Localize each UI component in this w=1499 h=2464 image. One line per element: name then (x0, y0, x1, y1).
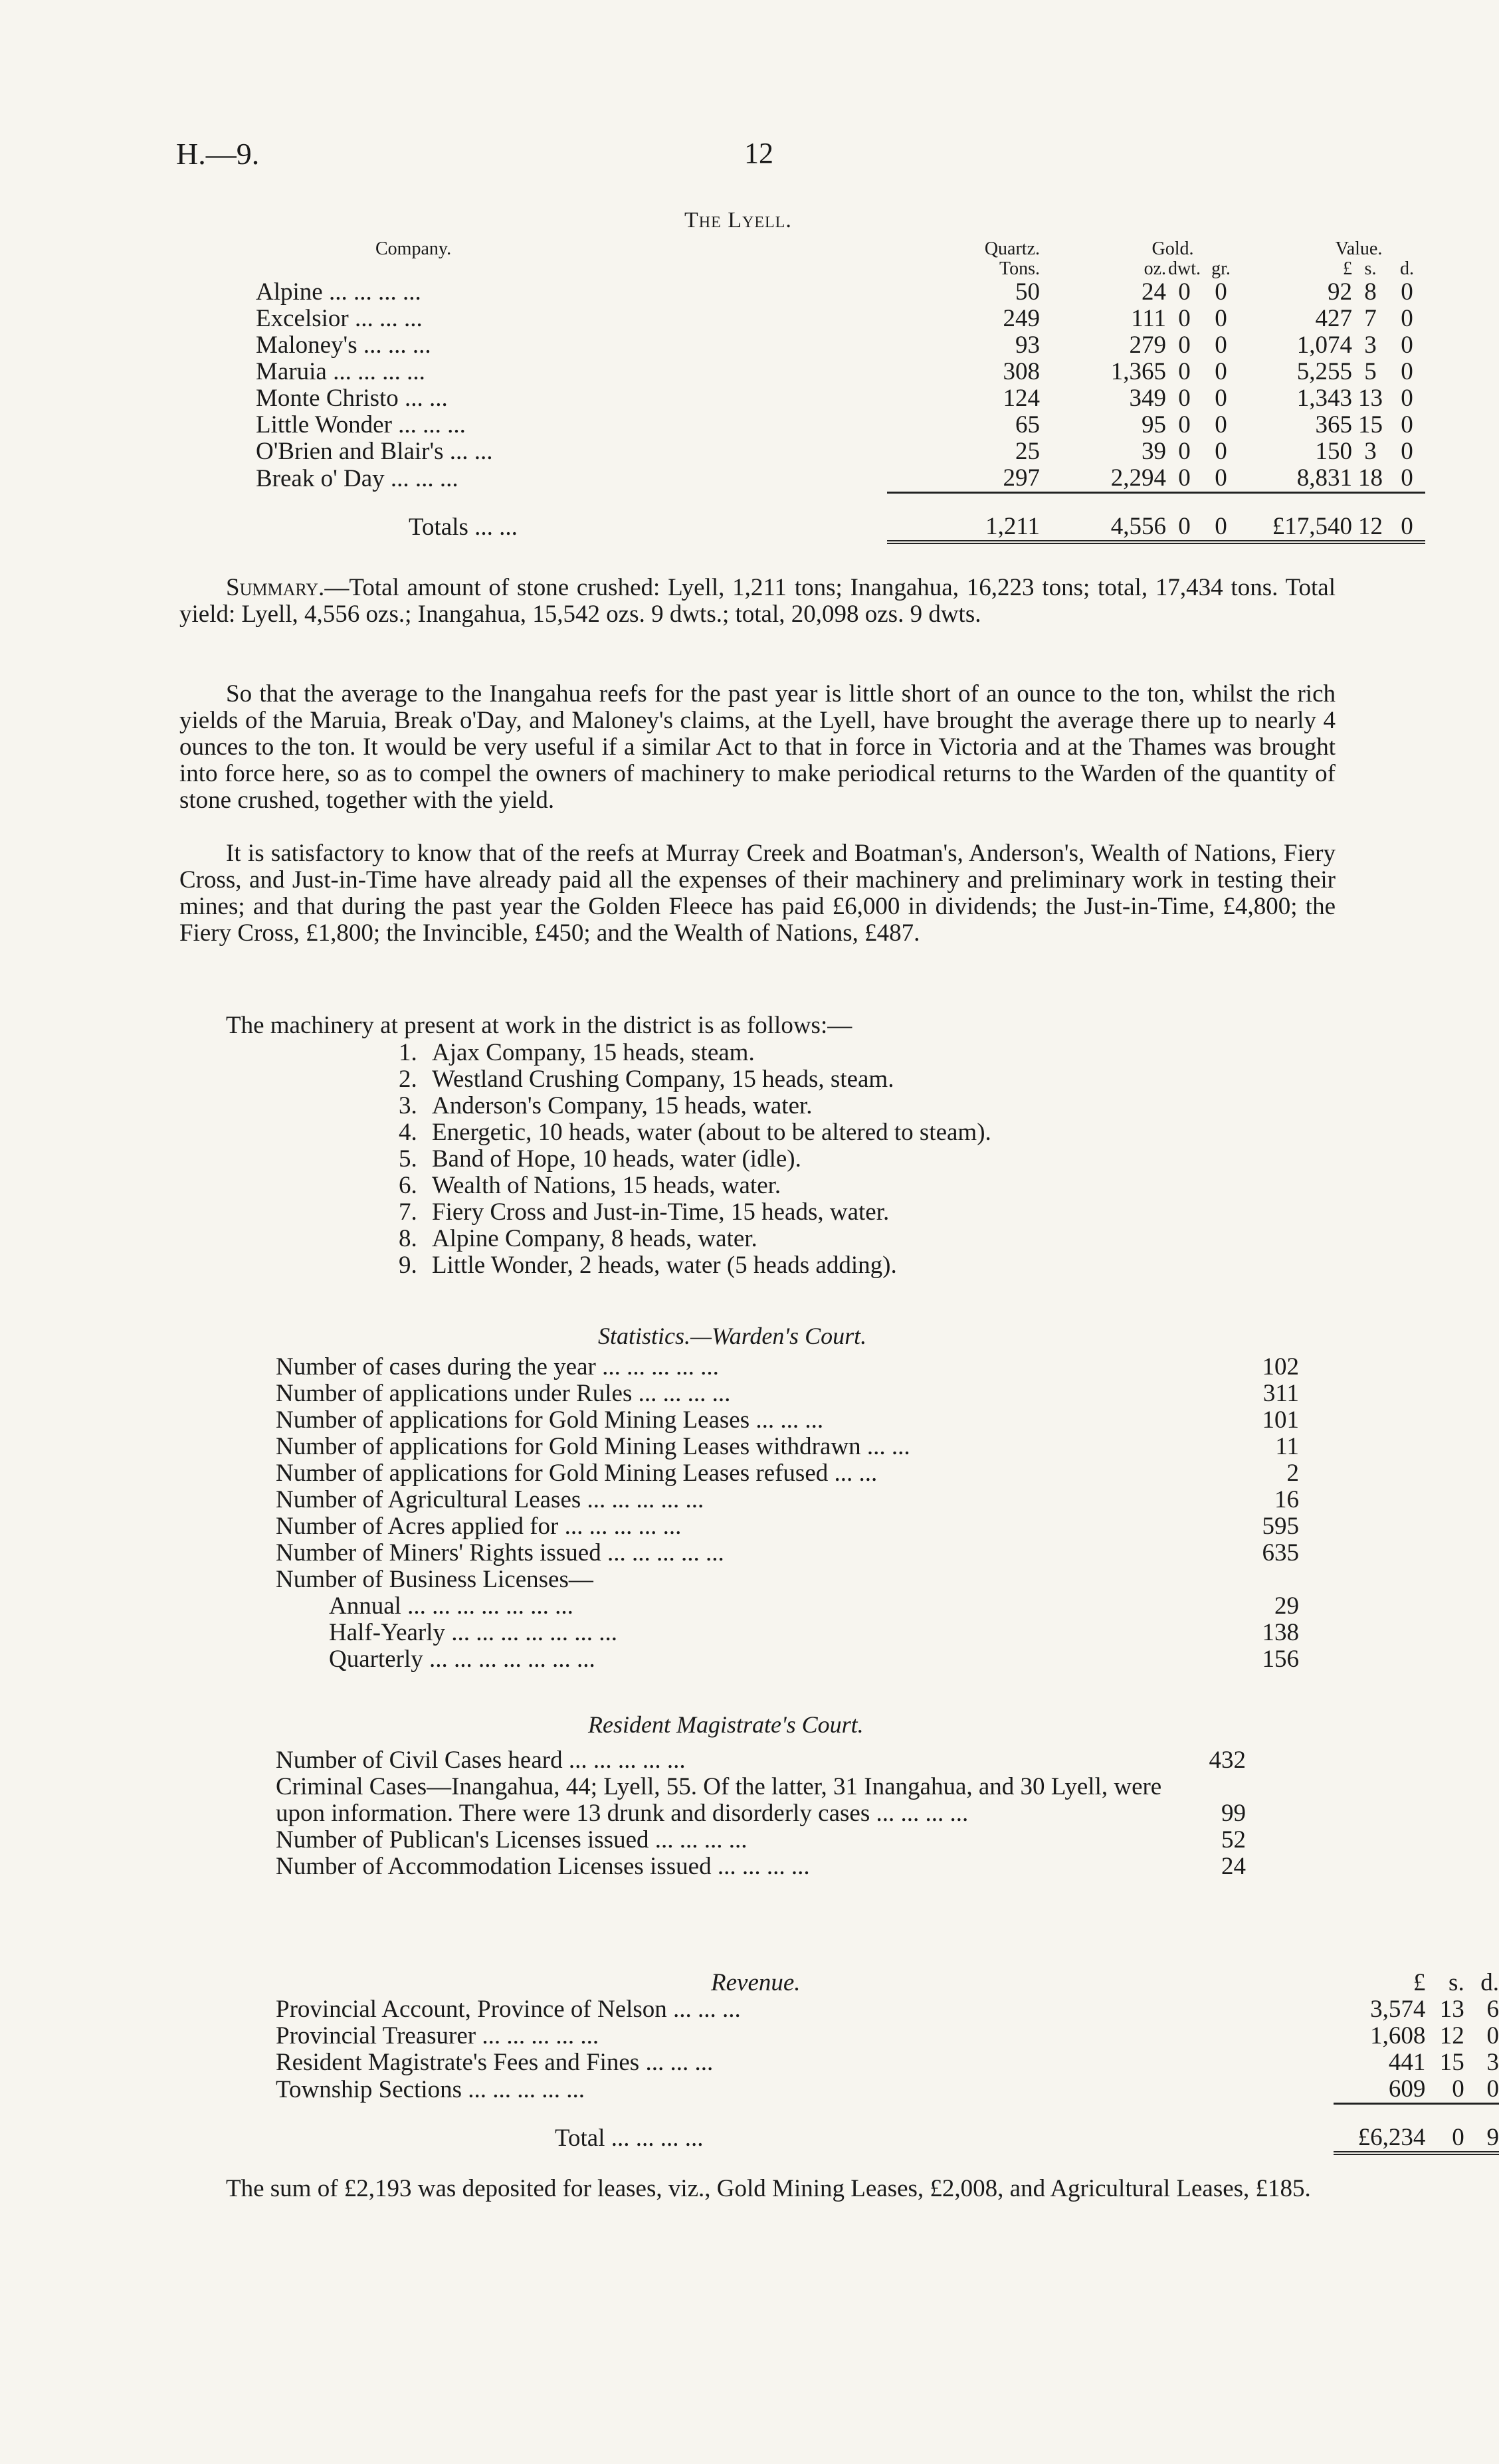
gold-oz: 1,365 (1110, 358, 1166, 385)
table-row (276, 1407, 1299, 1434)
stat-value: 156 (1262, 1646, 1299, 1673)
list-item (399, 1173, 991, 1199)
revenue-label: Township Sections ... ... ... ... ... (276, 2075, 585, 2103)
stat-value: 11 (1275, 1433, 1299, 1460)
list-item-number: 1. (399, 1039, 417, 1066)
stat-label: Number of Publican's Licenses issued ... ... ... ... (276, 1826, 748, 1853)
revenue-pence: 0 (1486, 2022, 1499, 2049)
table-row (276, 1827, 1246, 1853)
stat-value: 138 (1262, 1619, 1299, 1646)
col-gold-header: Gold. (1151, 238, 1194, 259)
list-item-number: 8. (399, 1225, 417, 1252)
value-shillings: 15 (1358, 411, 1383, 438)
table-row (276, 1593, 1299, 1620)
gold-gr: 0 (1215, 332, 1227, 359)
gold-oz: 24 (1142, 278, 1166, 306)
table-row (276, 2049, 1499, 2076)
stat-label: Number of applications for Gold Mining Leases withdrawn ... ... (276, 1433, 910, 1460)
gold-dwt: 0 (1178, 438, 1191, 465)
table-row (276, 1774, 1246, 1827)
revenue-pence: 6 (1486, 1996, 1499, 2023)
quartz-tons: 65 (1015, 411, 1040, 438)
stat-label: Number of applications under Rules ... ... ... ... (276, 1380, 731, 1407)
revenue-total-row (276, 2104, 1499, 2154)
list-item (399, 1146, 991, 1173)
company-name: O'Brien and Blair's ... ... (256, 438, 493, 465)
revenue-table (276, 1970, 1499, 2155)
table-row (256, 306, 1425, 332)
summary-paragraph (179, 575, 1336, 628)
average-paragraph: So that the average to the Inangahua reefs for the past year is little short of an ounce to the ton, whilst the rich yields of the Maruia, Break o'Day, and Maloney's claims, at the Lyell, have brought the average there up to nearly 4 ounces to the ton. It would be very useful if a similar Act to that in force in Victoria and at the Thames was brought into force here, so as to compel the owners of machinery to make periodical returns to the Warden of the quantity of stone crushed, together with the yield. (179, 680, 1336, 814)
table-row (276, 1747, 1246, 1774)
revenue-shillings: 0 (1452, 2075, 1464, 2103)
col-tons-header: Tons. (999, 258, 1040, 279)
totals-d: 0 (1389, 493, 1425, 543)
lyell-quartz-table (256, 239, 1425, 544)
col-d-header: d. (1400, 258, 1414, 279)
stat-label: Number of Civil Cases heard ... ... ... ... ... (276, 1747, 686, 1774)
list-item-number: 4. (399, 1119, 417, 1146)
value-pounds: 365 (1315, 411, 1352, 438)
stat-label: Half-Yearly ... ... ... ... ... ... ... (329, 1619, 618, 1646)
table-row (276, 2023, 1499, 2049)
table-row (276, 1487, 1299, 1513)
gold-oz: 349 (1129, 385, 1166, 412)
gold-gr: 0 (1215, 464, 1227, 492)
stat-value: 101 (1262, 1406, 1299, 1434)
revenue-header-row (276, 1970, 1499, 1996)
revenue-total-s: 0 (1425, 2104, 1464, 2154)
value-pence: 0 (1401, 385, 1413, 412)
list-item-text: Anderson's Company, 15 heads, water. (432, 1092, 813, 1119)
table-row (256, 412, 1425, 438)
revenue-shillings: 15 (1439, 2049, 1464, 2076)
table-row (276, 1853, 1246, 1880)
revenue-pounds: 3,574 (1370, 1996, 1426, 2023)
value-pence: 0 (1401, 464, 1413, 492)
table-row (276, 1513, 1299, 1540)
revenue-s-header: s. (1449, 1969, 1464, 1996)
value-pounds: 1,074 (1296, 332, 1352, 359)
revenue-pence: 3 (1486, 2049, 1499, 2076)
value-pence: 0 (1401, 305, 1413, 332)
table-row (256, 332, 1425, 359)
value-pence: 0 (1401, 438, 1413, 465)
table-row (256, 279, 1425, 306)
lyell-section-title: The Lyell. (684, 208, 792, 233)
table-row (276, 1460, 1299, 1487)
stat-label: Number of Miners' Rights issued ... ... ... ... ... (276, 1539, 724, 1566)
table-row (276, 1380, 1299, 1407)
lyell-header-row-1 (256, 239, 1425, 259)
list-item-number: 9. (399, 1252, 417, 1279)
value-pounds: 8,831 (1296, 464, 1352, 492)
value-pounds: 150 (1315, 438, 1352, 465)
value-shillings: 3 (1364, 332, 1377, 359)
stat-value: 635 (1262, 1539, 1299, 1566)
list-item (399, 1066, 991, 1093)
value-shillings: 3 (1364, 438, 1377, 465)
quartz-tons: 25 (1015, 438, 1040, 465)
revenue-label: Provincial Account, Province of Nelson ... ... ... (276, 1996, 741, 2023)
gold-oz: 2,294 (1110, 464, 1166, 492)
quartz-tons: 124 (1003, 385, 1040, 412)
gold-gr: 0 (1215, 385, 1227, 412)
stat-value: 595 (1262, 1513, 1299, 1540)
table-row (256, 359, 1425, 385)
stat-label: Number of Agricultural Leases ... ... ... ... ... (276, 1486, 704, 1513)
revenue-pounds: 441 (1388, 2049, 1426, 2076)
gold-oz: 111 (1131, 305, 1166, 332)
company-name: Alpine ... ... ... ... (256, 278, 421, 306)
table-row (276, 1354, 1299, 1380)
value-pounds: 427 (1315, 305, 1352, 332)
machinery-intro: The machinery at present at work in the district is as follows:— (226, 1012, 852, 1039)
magistrate-court-table (276, 1747, 1246, 1880)
value-pence: 0 (1401, 278, 1413, 306)
value-pounds: 5,255 (1296, 358, 1352, 385)
value-pence: 0 (1401, 358, 1413, 385)
value-shillings: 13 (1358, 385, 1383, 412)
quartz-tons: 297 (1003, 464, 1040, 492)
company-name: Maloney's ... ... ... (256, 332, 431, 359)
list-item-number: 5. (399, 1145, 417, 1173)
quartz-tons: 93 (1015, 332, 1040, 359)
stat-value: 311 (1262, 1380, 1299, 1407)
list-item (399, 1093, 991, 1119)
gold-dwt: 0 (1178, 278, 1191, 306)
list-item-text: Alpine Company, 8 heads, water. (432, 1225, 757, 1252)
revenue-label: Resident Magistrate's Fees and Fines ... ... ... (276, 2049, 714, 2076)
value-pence: 0 (1401, 332, 1413, 359)
gold-dwt: 0 (1178, 305, 1191, 332)
list-item-number: 7. (399, 1198, 417, 1226)
company-name: Maruia ... ... ... ... (256, 358, 425, 385)
document-reference: H.—9. (176, 137, 260, 171)
revenue-shillings: 12 (1439, 2022, 1464, 2049)
list-item (399, 1252, 991, 1279)
quartz-tons: 308 (1003, 358, 1040, 385)
closing-paragraph: The sum of £2,193 was deposited for leases, viz., Gold Mining Leases, £2,008, and Agricultural Leases, £185. (226, 2175, 1311, 2202)
stat-label: Number of applications for Gold Mining Leases ... ... ... (276, 1406, 824, 1434)
revenue-label: Provincial Treasurer ... ... ... ... ... (276, 2022, 599, 2049)
revenue-pound-header: £ (1413, 1969, 1426, 1996)
stat-value: 24 (1221, 1853, 1246, 1880)
stat-value: 29 (1274, 1592, 1299, 1620)
col-s-header: s. (1364, 258, 1377, 279)
table-row (276, 1434, 1299, 1460)
list-item-text: Energetic, 10 heads, water (about to be altered to steam). (432, 1119, 991, 1146)
value-pence: 0 (1401, 411, 1413, 438)
stat-value: 99 (1221, 1800, 1246, 1827)
value-shillings: 8 (1364, 278, 1377, 306)
table-row (256, 465, 1425, 493)
stat-value: 2 (1286, 1460, 1299, 1487)
stat-label: Number of Acres applied for ... ... ... ... ... (276, 1513, 682, 1540)
machinery-list (399, 1040, 991, 1279)
totals-s: 12 (1352, 493, 1389, 543)
wardens-court-table (276, 1354, 1299, 1673)
list-item (399, 1226, 991, 1252)
list-item-number: 2. (399, 1066, 417, 1093)
gold-oz: 39 (1142, 438, 1166, 465)
value-shillings: 18 (1358, 464, 1383, 492)
gold-dwt: 0 (1178, 464, 1191, 492)
table-row (276, 1540, 1299, 1566)
company-name: Little Wonder ... ... ... (256, 411, 466, 438)
col-pound-header: £ (1343, 258, 1352, 279)
col-gr-header: gr. (1211, 258, 1231, 279)
magistrate-court-title: Resident Magistrate's Court. (588, 1711, 864, 1738)
totals-tons: 1,211 (887, 493, 1066, 543)
col-company-header: Company. (375, 238, 452, 259)
list-item (399, 1199, 991, 1226)
col-value-header: Value. (1335, 238, 1383, 259)
revenue-pounds: 1,608 (1370, 2022, 1426, 2049)
col-dwt-header: dwt. (1168, 258, 1201, 279)
list-item (399, 1040, 991, 1066)
table-row (276, 1996, 1499, 2023)
revenue-total-pound: £6,234 (1334, 2104, 1425, 2154)
list-item-text: Band of Hope, 10 heads, water (idle). (432, 1145, 801, 1173)
table-row (276, 1646, 1299, 1673)
revenue-shillings: 13 (1439, 1996, 1464, 2023)
stat-label: Number of cases during the year ... ... ... ... ... (276, 1353, 719, 1380)
value-shillings: 7 (1364, 305, 1377, 332)
wardens-court-title: Statistics.—Warden's Court. (598, 1323, 867, 1349)
gold-gr: 0 (1215, 305, 1227, 332)
table-row (276, 2076, 1499, 2104)
value-pounds: 1,343 (1296, 385, 1352, 412)
list-item-number: 3. (399, 1092, 417, 1119)
lyell-header-row-2 (256, 259, 1425, 279)
quartz-tons: 249 (1003, 305, 1040, 332)
stat-label: Quarterly ... ... ... ... ... ... ... (329, 1646, 595, 1673)
list-item-text: Westland Crushing Company, 15 heads, steam. (432, 1066, 894, 1093)
company-name: Excelsior ... ... ... (256, 305, 423, 332)
gold-dwt: 0 (1178, 332, 1191, 359)
gold-oz: 279 (1129, 332, 1166, 359)
revenue-pence: 0 (1486, 2075, 1499, 2103)
gold-gr: 0 (1215, 411, 1227, 438)
gold-gr: 0 (1215, 358, 1227, 385)
dividends-paragraph: It is satisfactory to know that of the reefs at Murray Creek and Boatman's, Anderson's, Wealth of Nations, Fiery Cross, and Just-in-Time have already paid all the expenses of their machinery and preliminary work in testing their mines; and that during the past year the Golden Fleece has paid £6,000 in dividends; the Just-in-Time, £4,800; the Fiery Cross, £1,800; the Invincible, £450; and the Wealth of Nations, £487. (179, 840, 1336, 947)
company-name: Break o' Day ... ... ... (256, 464, 458, 492)
summary-text: —Total amount of stone crushed: Lyell, 1,211 tons; Inangahua, 16,223 tons; total, 17,434 tons. Total yield: Lyell, 4,556 ozs.; Inangahua, 15,542 ozs. 9 dwts.; total, 20,098 ozs. 9 dwts. (179, 574, 1336, 628)
list-item-text: Little Wonder, 2 heads, water (5 heads adding). (432, 1252, 897, 1279)
totals-row (256, 493, 1425, 543)
table-row (256, 385, 1425, 412)
revenue-pounds: 609 (1388, 2075, 1426, 2103)
totals-oz: 4,556 (1066, 493, 1166, 543)
revenue-total-label: Total ... ... ... ... (555, 2124, 704, 2152)
list-item-number: 6. (399, 1172, 417, 1199)
stat-value (1219, 1566, 1299, 1593)
list-item-text: Ajax Company, 15 heads, steam. (432, 1039, 755, 1066)
page-number: 12 (744, 137, 773, 169)
stat-label: Number of Business Licenses— (276, 1566, 593, 1593)
quartz-tons: 50 (1015, 278, 1040, 306)
gold-dwt: 0 (1178, 411, 1191, 438)
totals-pound: £17,540 (1239, 493, 1352, 543)
col-quartz-header: Quartz. (984, 238, 1040, 259)
stat-value: 102 (1262, 1353, 1299, 1380)
stat-value: 432 (1209, 1747, 1246, 1774)
gold-oz: 95 (1142, 411, 1166, 438)
revenue-title: Revenue. (711, 1969, 801, 1996)
company-name: Monte Christo ... ... (256, 385, 448, 412)
stat-label: Criminal Cases—Inangahua, 44; Lyell, 55. Of the latter, 31 Inangahua, and 30 Lyell, were upon information. There were 13 drunk and disorderly cases ... ... ... ... (276, 1773, 1162, 1827)
value-shillings: 5 (1364, 358, 1377, 385)
list-item (399, 1119, 991, 1146)
gold-gr: 0 (1215, 438, 1227, 465)
totals-gr: 0 (1203, 493, 1239, 543)
revenue-d-header: d. (1480, 1969, 1499, 1996)
col-oz-header: oz. (1144, 258, 1166, 279)
stat-label: Number of Accommodation Licenses issued ... ... ... ... (276, 1853, 810, 1880)
totals-label: Totals ... ... (409, 513, 518, 541)
stat-label: Annual ... ... ... ... ... ... ... (329, 1592, 573, 1620)
stat-label: Number of applications for Gold Mining Leases refused ... ... (276, 1460, 878, 1487)
summary-lead: Summary. (226, 574, 325, 601)
table-row (276, 1620, 1299, 1646)
gold-dwt: 0 (1178, 358, 1191, 385)
totals-dwt: 0 (1166, 493, 1203, 543)
table-row (256, 438, 1425, 465)
list-item-text: Fiery Cross and Just-in-Time, 15 heads, water. (432, 1198, 890, 1226)
stat-value: 16 (1274, 1486, 1299, 1513)
list-item-text: Wealth of Nations, 15 heads, water. (432, 1172, 781, 1199)
stat-value: 52 (1221, 1826, 1246, 1853)
gold-gr: 0 (1215, 278, 1227, 306)
revenue-total-d: 9 (1464, 2104, 1499, 2154)
table-row (276, 1566, 1299, 1593)
gold-dwt: 0 (1178, 385, 1191, 412)
value-pounds: 92 (1328, 278, 1352, 306)
